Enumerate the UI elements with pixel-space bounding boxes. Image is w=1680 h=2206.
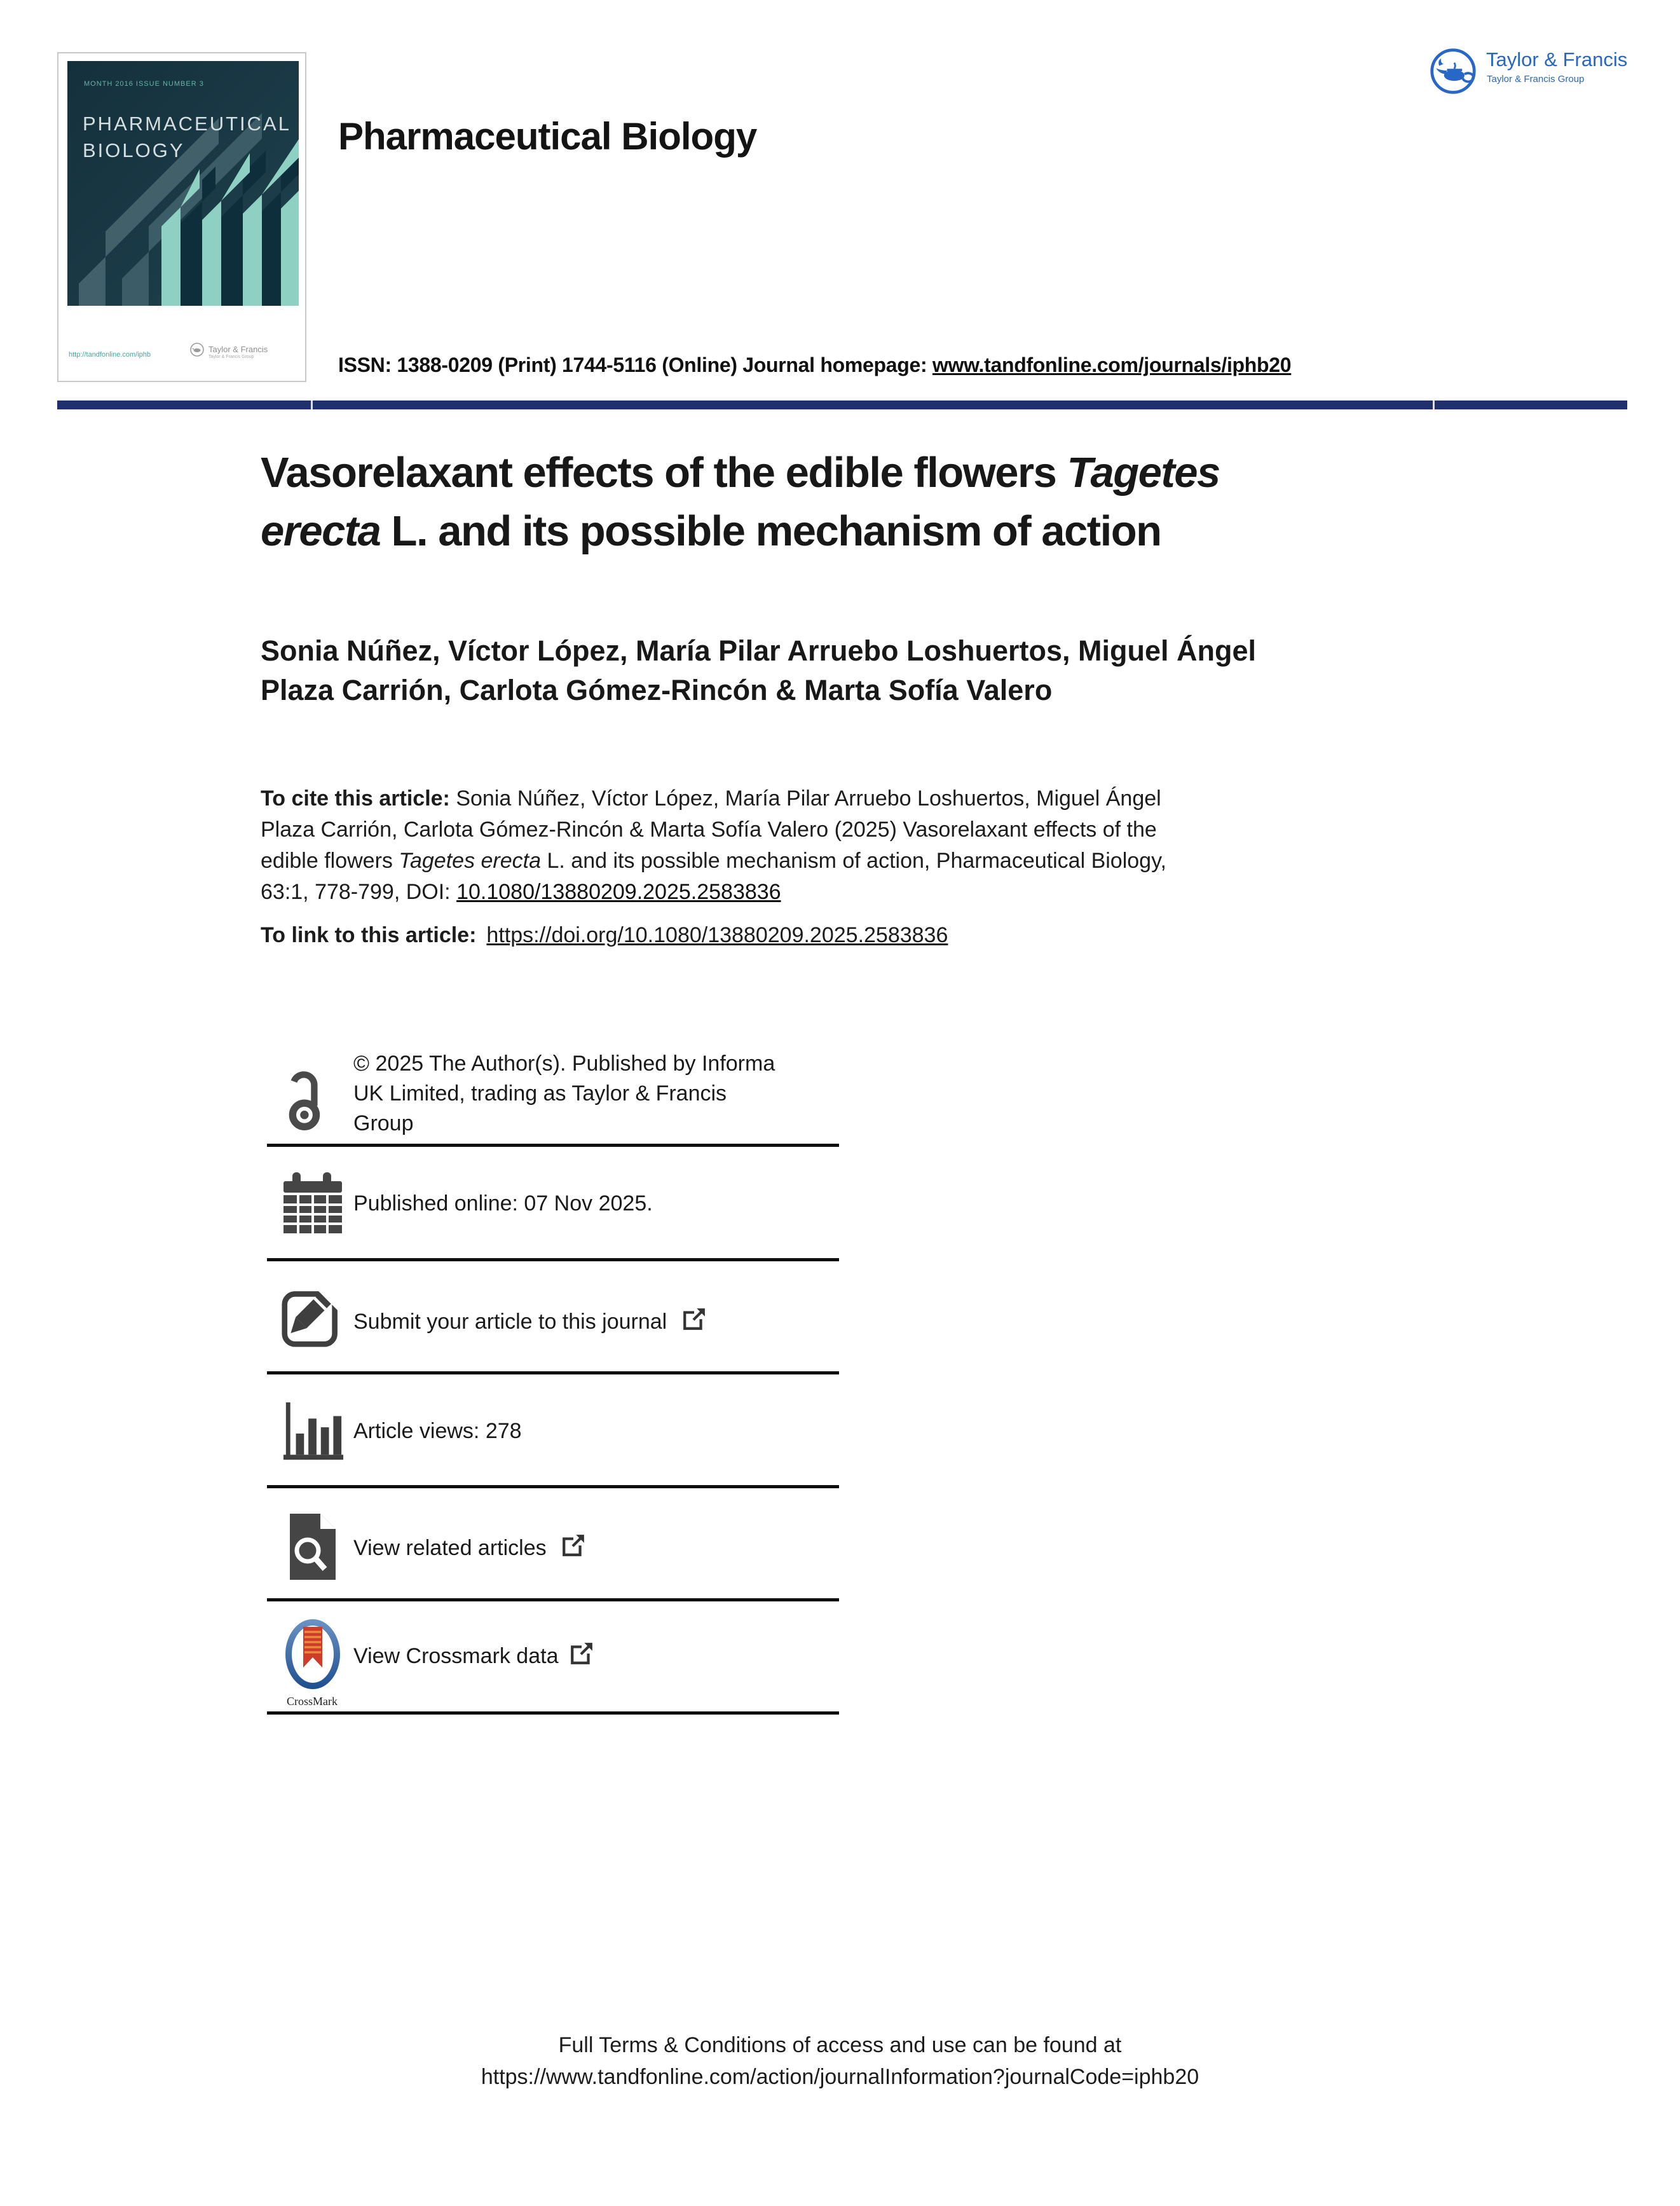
- publisher-name: Taylor & Francis: [1486, 48, 1628, 71]
- article-doi-url-link[interactable]: https://doi.org/10.1080/13880209.2025.2583836: [486, 923, 948, 947]
- divider-rule: [267, 1371, 839, 1374]
- cover-issue-line: MONTH 2016 ISSUE NUMBER 3: [84, 80, 204, 88]
- journal-homepage-link[interactable]: www.tandfonline.com/journals/iphb20: [932, 353, 1292, 376]
- external-link-icon: [682, 1307, 706, 1331]
- authors-line-2: Plaza Carrión, Carlota Gómez-Rincón & Marta Sofía Valero: [261, 674, 1053, 706]
- doi-link[interactable]: 10.1080/13880209.2025.2583836: [456, 880, 781, 904]
- footer-terms-url[interactable]: https://www.tandfonline.com/action/journalInformation?journalCode=iphb20: [481, 2065, 1199, 2089]
- cover-publisher-sub: Taylor & Francis Group: [208, 355, 254, 359]
- issn-text: ISSN: 1388-0209 (Print) 1744-5116 (Online) Journal homepage:: [338, 353, 932, 376]
- taylor-francis-logo: [1429, 47, 1680, 104]
- cover-publisher-name: Taylor & Francis: [208, 345, 268, 354]
- copyright-statement: © 2025 The Author(s). Published by Informa UK Limited, trading as Taylor & Francis Group: [353, 1052, 775, 1135]
- link-to-article-line: [261, 923, 948, 948]
- external-link-icon: [561, 1533, 585, 1558]
- divider-rule: [267, 1711, 839, 1715]
- divider-rule: [267, 1485, 839, 1488]
- journal-cover-art: [67, 61, 299, 306]
- divider-rule: [267, 1258, 839, 1261]
- footer-line-1: Full Terms & Conditions of access and use can be found at: [558, 2033, 1122, 2057]
- journal-name-heading: Pharmaceutical Biology: [338, 115, 757, 158]
- link-label: To link to this article:: [261, 923, 477, 947]
- submit-pencil-icon: [281, 1285, 345, 1349]
- published-online-text: Published online: 07 Nov 2025.: [353, 1191, 653, 1216]
- bar-gap-left: [311, 401, 313, 409]
- citation-block: To cite this article: Sonia Núñez, Víctor López, María Pilar Arruebo Loshuertos, Miguel Ángel Plaza Carrión, Carlota Gómez-Rincón & Marta Sofía Valero (2025) Vasorelaxant effects of the edible flowers Tagetes erecta L. and its possible mechanism of action, Pharmaceutical Biology, 63:1, 778-799, DOI: 10.1080/13880209.2025.2583836: [261, 786, 1167, 904]
- taylor-francis-lamp-icon: [1429, 47, 1477, 95]
- divider-rule: [267, 1144, 839, 1147]
- cover-journal-url: http://tandfonline.com/iphb: [69, 351, 151, 359]
- header-divider-bar: [57, 401, 1627, 409]
- cover-journal-title: PHARMACEUTICAL BIOLOGY: [83, 113, 291, 161]
- crossmark-logo-icon: [282, 1618, 343, 1693]
- view-crossmark-link[interactable]: View Crossmark data: [353, 1641, 594, 1669]
- article-views-text: Article views: 278: [353, 1419, 522, 1443]
- divider-rule: [267, 1598, 839, 1601]
- cover-decor-stripes: [67, 61, 299, 306]
- issn-homepage-line: [338, 353, 1291, 377]
- article-views-icon: [281, 1399, 346, 1463]
- view-related-articles-link[interactable]: View related articles: [353, 1533, 585, 1561]
- submit-article-link[interactable]: Submit your article to this journal: [353, 1307, 706, 1334]
- calendar-icon: [282, 1171, 343, 1235]
- author-list: [261, 631, 1468, 710]
- cite-label: To cite this article:: [261, 786, 456, 811]
- article-title: Vasorelaxant effects of the edible flowers Tagetes erecta L. and its possible mechanism of action: [261, 449, 1220, 555]
- journal-cover-thumbnail: [57, 52, 306, 382]
- open-access-icon: [285, 1064, 327, 1134]
- cover-publisher-mark: [189, 341, 297, 366]
- authors-line-1: Sonia Núñez, Víctor López, María Pilar Arruebo Loshuertos, Miguel Ángel: [261, 634, 1257, 667]
- crossmark-caption: CrossMark: [287, 1695, 338, 1708]
- external-link-icon: [570, 1641, 594, 1666]
- terms-footer: [0, 2029, 1680, 2093]
- publisher-group: Taylor & Francis Group: [1487, 74, 1585, 85]
- related-articles-icon: [286, 1512, 339, 1582]
- taylor-francis-mini-icon: [189, 342, 205, 357]
- bar-gap-right: [1433, 401, 1435, 409]
